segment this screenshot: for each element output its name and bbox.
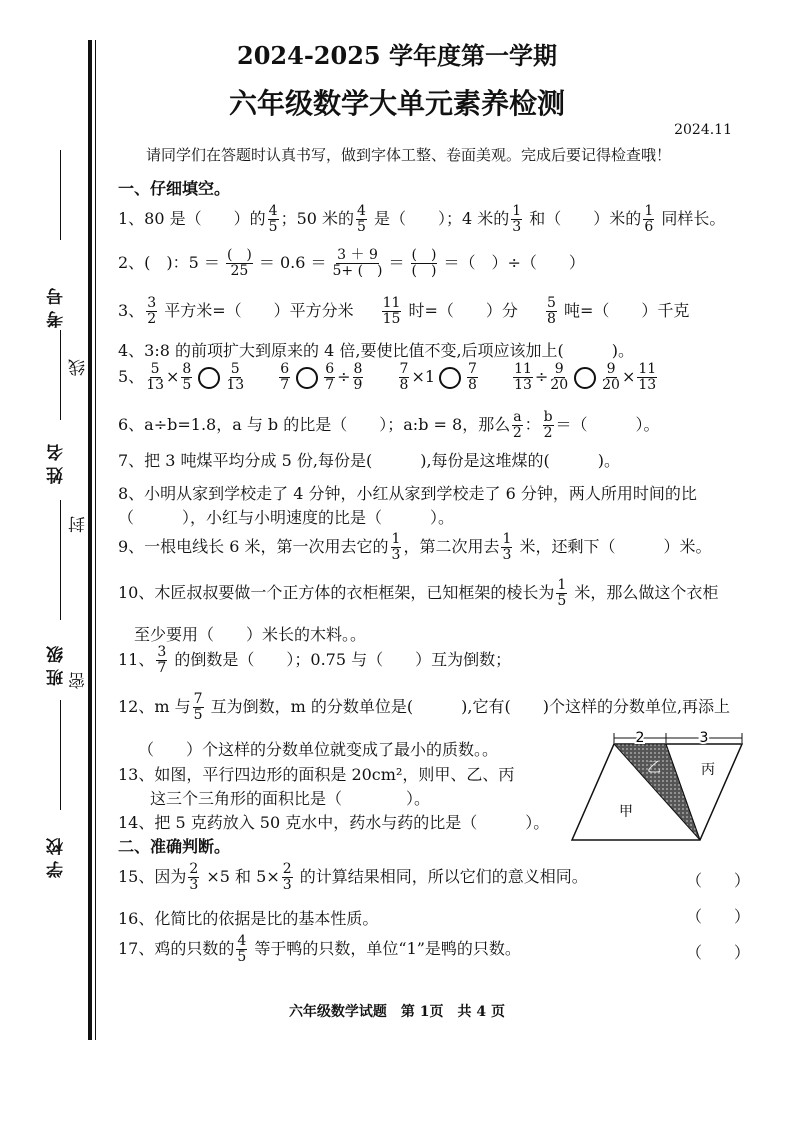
compare-circle[interactable] (439, 367, 461, 389)
fraction: $\frac{7}{8}$ (468, 361, 477, 393)
page-footer: 六年级数学试题 第 1页 共 4 页 (288, 1004, 506, 1020)
fraction: $\frac{( )}{25}$ (226, 247, 252, 279)
fraction: $\frac{5}{13}$ (146, 361, 165, 393)
parallelogram-figure (570, 728, 770, 848)
exam-subtitle: 六年级数学大单元素养检测 (228, 87, 565, 120)
fraction: $\frac{3}{2}$ (147, 295, 157, 327)
judge-answer-17[interactable]: （ ） (685, 943, 750, 962)
compare-circle[interactable] (296, 367, 318, 389)
question-3: 3、 $\frac{3}{2}$ 平方米=（ ）平方分米 $\frac{11}{15}$ 时=（ ）分 $\frac{5}{8}$ 吨=（ ）千克 (118, 295, 690, 327)
fraction: $\frac{b}{2}$ (543, 409, 553, 441)
fraction: $\frac{1}{3}$ (391, 531, 401, 563)
question-14: 14、把 5 克药放入 50 克水中，药水与药的比是（ ）。 (118, 813, 550, 832)
section-fill-blanks: 一、仔细填空。 (118, 179, 231, 198)
question-2: 2、( )：5 ＝ $\frac{( )}{25}$ ＝ 0.6 ＝ $\frac{3 + 9}{5+ ( )}$ ＝ $\frac{( )}{( )}$ ＝（ ）÷（ ） (118, 247, 585, 279)
question-12: 12、m 与 $\frac{7}{5}$ 互为倒数，m 的分数单位是( ),它有( )个这样的分数单位,再添上 (118, 691, 731, 723)
question-17: 17、鸡的只数的 $\frac{4}{5}$ 等于鸭的只数，单位“1”是鸭的只数。 (118, 933, 521, 965)
fraction: $\frac{8}{5}$ (182, 361, 192, 393)
label-xuexiao: 学校 (47, 832, 67, 878)
question-13-line1: 13、如图，平行四边形的面积是 20cm²，则甲、乙、丙 (118, 765, 515, 784)
question-11: 11、 $\frac{3}{7}$ 的倒数是（ ）；0.75 与（ ）互为倒数； (118, 644, 512, 676)
label-xingming: 姓名 (47, 438, 67, 484)
fraction: $\frac{7}{8}$ (399, 361, 409, 393)
fraction: $\frac{11}{13}$ (514, 361, 532, 393)
kaohao-line (60, 150, 61, 240)
question-5: 5、 $\frac{5}{13}$ × $\frac{8}{5}$ $\frac{5}{13}$ $\frac{6}{7}$ $\frac{6}{7}$ ÷ $\frac{8}{9}$ $\frac{7}{8}$ ×1 $\frac{7}{8}$ $\frac{11}{13}$ ÷ $\frac{9}{20}$ $\frac{9}{20}$ × $\frac{11}{13}$ (118, 361, 657, 393)
fraction: $\frac{5}{13}$ (226, 361, 245, 393)
label-banji: 班级 (47, 640, 67, 686)
question-15: 15、因为 $\frac{2}{3}$ ×5 和 5× $\frac{2}{3}$ 的计算结果相同，所以它们的意义相同。 (118, 861, 588, 893)
seal-xian: 线 (69, 353, 89, 376)
fraction: $\frac{4}{5}$ (237, 933, 247, 965)
fraction: $\frac{6}{7}$ (280, 361, 290, 393)
fraction: $\frac{1}{3}$ (512, 203, 522, 235)
question-6: 6、a÷b=1.8，a 与 b 的比是（ ）；a:b = 8，那么 $\frac{a}{2}$ ： $\frac{b}{2}$ ＝（ ）。 (118, 409, 660, 441)
fraction: $\frac{9}{20}$ (602, 361, 620, 393)
fraction: $\frac{7}{5}$ (193, 691, 203, 723)
fraction: $\frac{1}{6}$ (644, 203, 654, 235)
seal-feng: 封 (69, 510, 89, 533)
compare-circle[interactable] (574, 367, 596, 389)
exam-date: 2024.11 (674, 122, 732, 138)
seal-mi: 密 (69, 666, 89, 689)
fraction: $\frac{6}{7}$ (325, 361, 335, 393)
fraction: $\frac{11}{15}$ (382, 295, 401, 327)
label-3: 3 (699, 730, 709, 746)
label-bing: 丙 (701, 762, 715, 778)
question-8-line1: 8、小明从家到学校走了 4 分钟，小红从家到学校走了 6 分钟，两人所用时间的比 (118, 484, 697, 503)
fraction: $\frac{11}{13}$ (638, 361, 657, 393)
question-10: 10、木匠叔叔要做一个正方体的衣柜框架，已知框架的棱长为 $\frac{1}{5}$ 米，那么做这个衣柜 (118, 577, 719, 609)
judge-answer-15[interactable]: （ ） (685, 871, 750, 890)
triangle-yi (614, 744, 700, 840)
xingming-line (60, 330, 61, 420)
fraction: $\frac{3}{7}$ (157, 644, 167, 676)
question-12-line2: （ ）个这样的分数单位就变成了最小的质数。。 (138, 740, 499, 759)
question-10-line2: 至少要用（ ）米长的木料。。 (134, 625, 367, 644)
question-16: 16、化简比的依据是比的基本性质。 (118, 909, 379, 928)
label-kaohao: 考号 (47, 282, 67, 328)
fraction: $\frac{( )}{( )}$ (411, 247, 437, 279)
compare-circle[interactable] (198, 367, 220, 389)
fraction: $\frac{8}{9}$ (353, 361, 363, 393)
question-7: 7、把 3 吨煤平均分成 5 份,每份是( ),每份是这堆煤的( )。 (118, 451, 621, 470)
fraction: $\frac{a}{2}$ (512, 409, 522, 441)
fraction: $\frac{4}{5}$ (357, 203, 366, 235)
fraction: $\frac{5}{8}$ (546, 295, 556, 327)
section-judge: 二、准确判断。 (118, 837, 231, 856)
question-4: 4、3:8 的前项扩大到原来的 4 倍,要使比值不变,后项应该加上( )。 (118, 341, 635, 360)
label-yi: 乙 (647, 760, 661, 776)
label-2: 2 (635, 730, 645, 746)
fraction: $\frac{1}{3}$ (502, 531, 512, 563)
fraction: $\frac{9}{20}$ (550, 361, 569, 393)
judge-answer-16[interactable]: （ ） (685, 907, 750, 926)
intro-text: 请同学们在答题时认真书写，做到字体工整、卷面美观。完成后要记得检查哦！ (146, 146, 672, 164)
fraction: $\frac{2}{3}$ (282, 861, 292, 893)
question-9: 9、一根电线长 6 米，第一次用去它的 $\frac{1}{3}$ ，第二次用去 $\frac{1}{3}$ 米，还剩下（ ）米。 (118, 531, 712, 563)
banji-line (60, 500, 61, 620)
fraction: $\frac{3 + 9}{5+ ( )}$ (332, 247, 383, 279)
binding-rule (88, 40, 92, 1040)
binding-rule-thin (95, 40, 96, 1040)
fraction: $\frac{2}{3}$ (189, 861, 199, 893)
label-jia: 甲 (619, 804, 633, 820)
xuexiao-line (60, 700, 61, 810)
fraction: $\frac{4}{5}$ (268, 203, 278, 235)
question-13-line2: 这三个三角形的面积比是（ ）。 (150, 789, 431, 808)
exam-title: 2024-2025 学年度第一学期 (237, 41, 557, 70)
question-1: 1、80 是（ ）的 $\frac{4}{5}$ ；50 米的 $\frac{4}{5}$ 是（ ）；4 米的 $\frac{1}{3}$ 和（ ）米的 $\frac{1}{6}$ 同样长。 (118, 203, 726, 235)
question-8-line2: （ ），小红与小明速度的比是（ ）。 (118, 508, 455, 527)
fraction: $\frac{1}{5}$ (557, 577, 567, 609)
